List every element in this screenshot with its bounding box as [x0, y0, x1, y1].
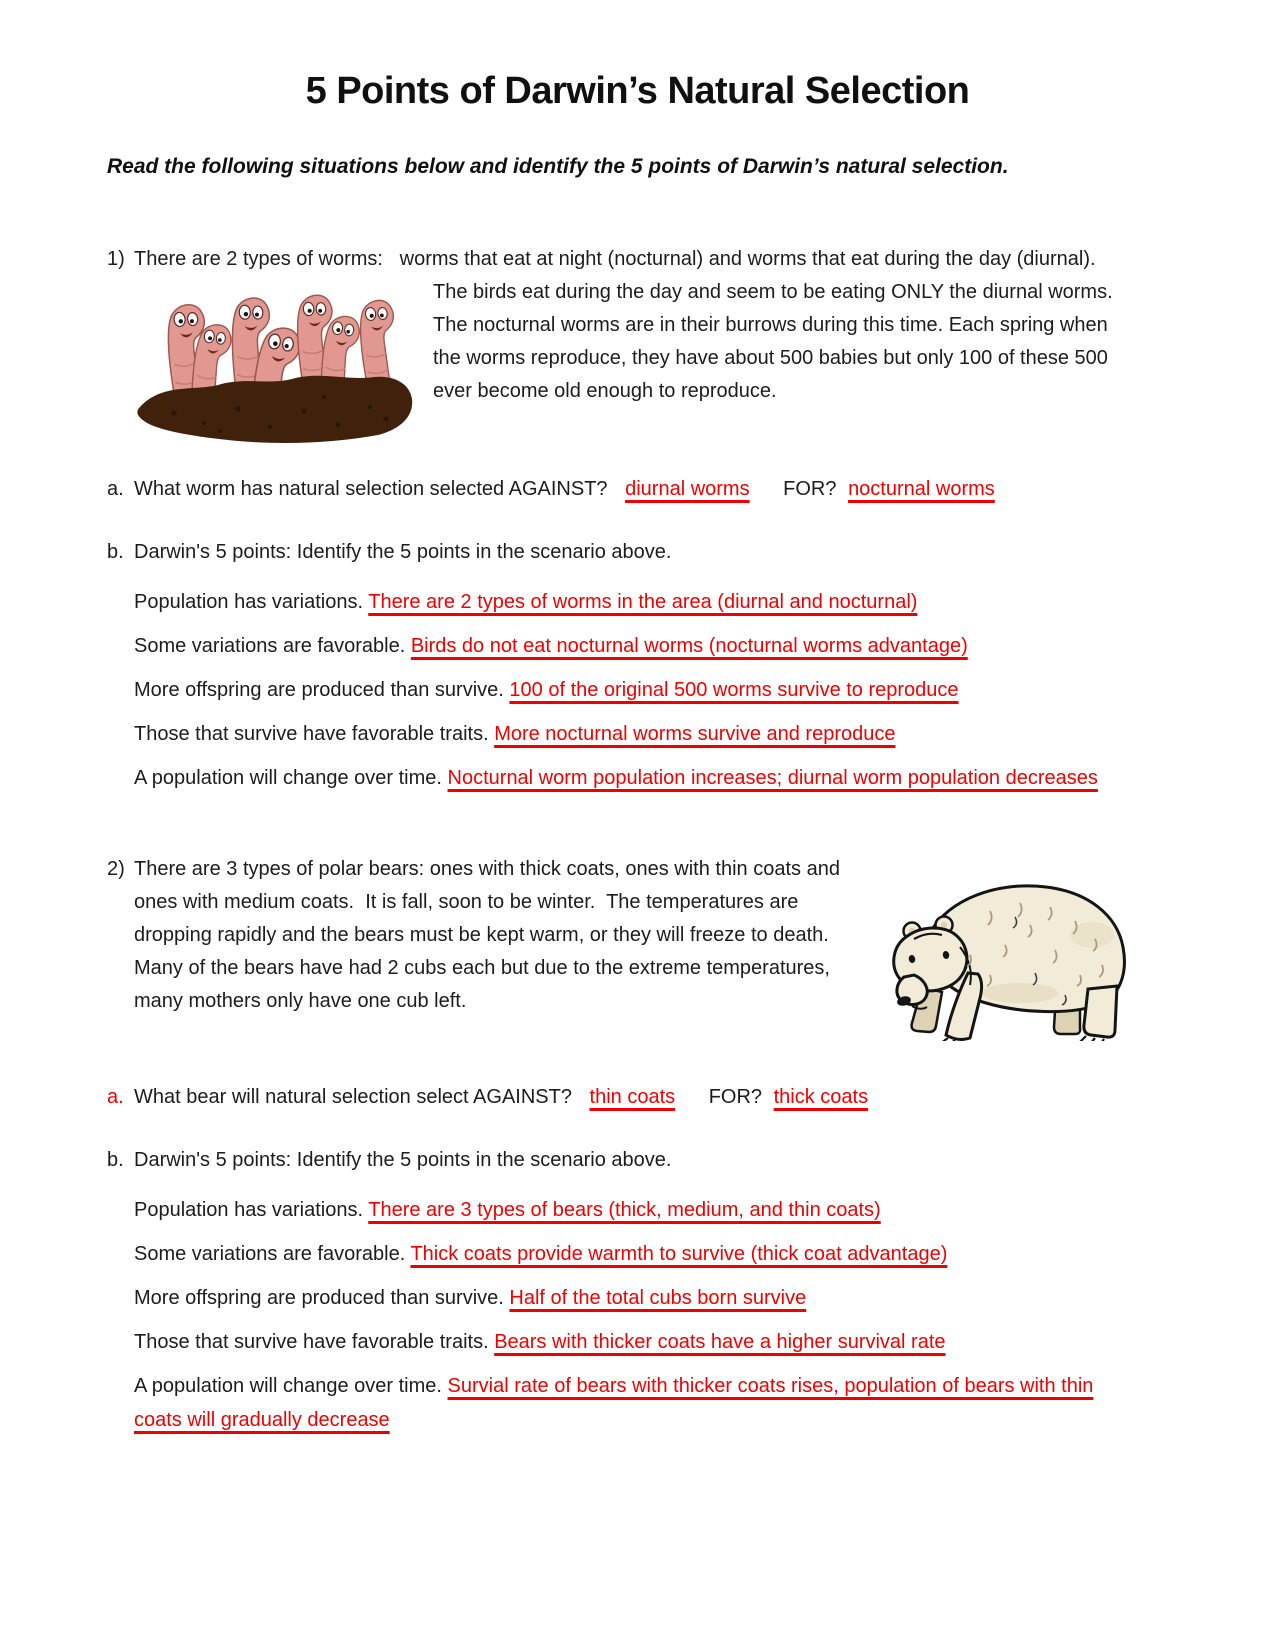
darwin-point: [134, 673, 1126, 707]
question-1a-for-label: FOR?: [783, 478, 837, 500]
question-2a-for-label: FOR?: [708, 1086, 763, 1108]
point-answer: More nocturnal worms survive and reproduce: [494, 723, 896, 745]
question-1: [107, 243, 1135, 795]
page-title: 5 Points of Darwin’s Natural Selection: [305, 70, 970, 112]
question-1-body: [134, 243, 1135, 455]
question-2-number: 2): [107, 858, 125, 880]
point-answer: Half of the total cubs born survive: [509, 1287, 807, 1309]
point-label: Population has variations.: [134, 1199, 364, 1221]
point-label: Some variations are favorable.: [134, 635, 406, 657]
question-1a-text: What worm has natural selection selected AGAINST?: [134, 478, 608, 500]
question-1a-for-answer: nocturnal worms: [848, 478, 995, 500]
darwin-point: [134, 1237, 1126, 1271]
question-1b-marker: b.: [107, 541, 124, 563]
point-answer: 100 of the original 500 worms survive to reproduce: [509, 679, 959, 701]
point-answer: Survial rate of bears with thicker coats rises, population of bears with thin coats will gradually decrease: [134, 1375, 1094, 1431]
point-label: More offspring are produced than survive.: [134, 679, 504, 701]
point-answer: Birds do not eat nocturnal worms (nocturnal worms advantage): [410, 635, 968, 657]
darwin-point: [134, 629, 1126, 663]
question-2b-marker: b.: [107, 1149, 124, 1171]
question-1a-marker: a.: [107, 478, 124, 500]
question-1a-against-answer: diurnal worms: [625, 478, 750, 500]
question-2a: [107, 1081, 1135, 1114]
instructions-line: Read the following situations below and identify the 5 points of Darwin’s natural selection.: [107, 155, 1009, 178]
question-1-points: [134, 585, 1126, 795]
darwin-point: [134, 1325, 1126, 1359]
question-2-body: [134, 853, 1135, 1047]
question-2a-marker: a.: [107, 1086, 124, 1108]
question-1-text: There are 2 types of worms: worms that eat at night (nocturnal) and worms that eat during the day (diurnal). The birds eat during the day and seem to be eating ONLY the diurnal worms. The nocturnal worms are in their burrows during this time. Each spring when the worms reproduce, they have about 500 babies but only 100 of these 500 ever become old enough to reproduce.: [134, 248, 1124, 402]
point-answer: Nocturnal worm population increases; diurnal worm population decreases: [447, 767, 1098, 789]
worms-illustration: [134, 279, 419, 447]
darwin-point: [134, 717, 1126, 751]
polar-bear-illustration: [870, 855, 1135, 1041]
darwin-point: [134, 585, 1126, 619]
question-2-statement: [107, 853, 1135, 1047]
point-answer: There are 2 types of worms in the area (diurnal and nocturnal): [368, 591, 918, 613]
point-label: Population has variations.: [134, 591, 364, 613]
point-label: A population will change over time.: [134, 767, 442, 789]
darwin-point: [134, 1281, 1126, 1315]
point-label: A population will change over time.: [134, 1375, 442, 1397]
question-2a-for-answer: thick coats: [773, 1086, 869, 1108]
point-answer: There are 3 types of bears (thick, medium, and thin coats): [368, 1199, 881, 1221]
question-1a: [107, 473, 1135, 506]
question-2a-against-answer: thin coats: [589, 1086, 676, 1108]
point-label: Those that survive have favorable traits.: [134, 1331, 489, 1353]
question-1b-heading: Darwin's 5 points: Identify the 5 points in the scenario above.: [134, 541, 672, 563]
question-2b: [107, 1144, 1135, 1177]
darwin-point: [134, 1193, 1126, 1227]
question-2b-heading: Darwin's 5 points: Identify the 5 points in the scenario above.: [134, 1149, 672, 1171]
question-2a-text: What bear will natural selection select AGAINST?: [134, 1086, 572, 1108]
point-label: Those that survive have favorable traits.: [134, 723, 489, 745]
darwin-point: [134, 761, 1126, 795]
question-1-statement: [107, 243, 1135, 455]
point-answer: Thick coats provide warmth to survive (thick coat advantage): [410, 1243, 948, 1265]
question-2-points: [134, 1193, 1126, 1437]
question-1-number: 1): [107, 248, 125, 270]
question-2: [107, 853, 1135, 1437]
point-label: More offspring are produced than survive.: [134, 1287, 504, 1309]
darwin-point: [134, 1369, 1126, 1437]
question-1b: [107, 536, 1135, 569]
point-answer: Bears with thicker coats have a higher survival rate: [494, 1331, 946, 1353]
question-2-text: There are 3 types of polar bears: ones with thick coats, ones with thin coats and ones with medium coats. It is fall, soon to be winter. The temperatures are dropping rapidly and the bears must be kept warm, or they will freeze to death. Many of the bears have had 2 cubs each but due to the extreme temperatures, many mothers only have one cub left.: [134, 858, 846, 1012]
point-label: Some variations are favorable.: [134, 1243, 406, 1265]
